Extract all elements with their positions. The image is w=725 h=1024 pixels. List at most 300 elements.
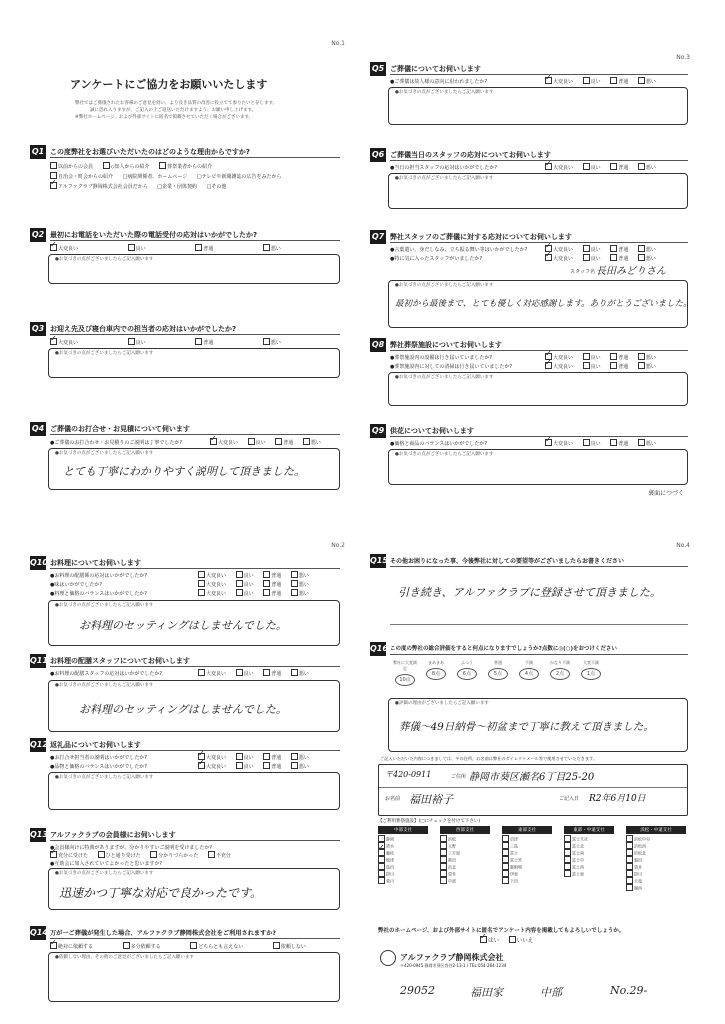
option[interactable]: 良い — [128, 340, 146, 346]
intro-line-2: 誠に恐れ入りますが、ご記入の上ご返送いただけますよう、お願い申し上げます。 — [90, 108, 257, 113]
scale-cell[interactable]: ふつう 6点 — [454, 660, 480, 686]
area-item[interactable]: 御殿場 — [502, 864, 552, 871]
membership-options — [50, 852, 239, 859]
area-head: 中部支社 — [378, 826, 428, 834]
question-q14 — [30, 926, 340, 1006]
question-q16 — [370, 642, 688, 752]
rating-options — [545, 78, 664, 85]
area-item[interactable]: 浜松 — [440, 836, 490, 843]
option-checked[interactable]: ✓アルファクラブ静岡株式会社会員だから — [50, 184, 148, 190]
staff-name: 長田みどりさん — [596, 266, 666, 277]
area-item[interactable]: 富士北 — [564, 843, 614, 850]
rating-options-2 — [198, 581, 317, 588]
comment-box-label: ●お気づきの点がございましたらご記入願います — [395, 90, 494, 95]
question-title: 弊社スタッフのご葬儀に対する応対についてお伺いします — [390, 233, 572, 241]
option[interactable]: 普通 — [263, 755, 281, 761]
rating-options-3 — [198, 590, 317, 597]
area-item[interactable]: 入野 — [440, 843, 490, 850]
area-item[interactable]: 島田 — [378, 864, 428, 871]
area-column — [378, 826, 428, 885]
stamp-code: 29052 — [400, 984, 435, 997]
privacy-note: ご記入いただいた内容につきましては、〒の住所、お名前は弊社のダイレクトメール等で使用させていただきます。 — [380, 756, 598, 761]
area-item[interactable]: 富士東 — [564, 871, 614, 878]
question-number: Q8 — [370, 338, 386, 352]
rating-options — [198, 670, 317, 677]
area-item[interactable]: 天竜 — [626, 878, 686, 885]
comment-box-label: ●依頼しない理由、その他のご意見がございましたらご記入願います — [55, 955, 194, 960]
area-item[interactable]: 袋井 — [626, 864, 686, 871]
question-q15 — [370, 554, 688, 634]
area-item[interactable]: 浜北 — [440, 864, 490, 871]
question-q12 — [30, 738, 340, 818]
comment-box[interactable] — [48, 600, 340, 646]
rating-options — [545, 440, 664, 447]
option[interactable]: 良い — [583, 364, 601, 370]
scale-cell[interactable]: まあまあ 8点 — [423, 660, 449, 686]
question-q11 — [30, 654, 340, 734]
date-value: R2年6月10日 — [589, 794, 646, 804]
option[interactable]: 普通 — [263, 582, 281, 588]
option-checked[interactable]: ✓ 大変良い — [210, 440, 238, 446]
option-checked[interactable]: ✓大変良い — [545, 256, 573, 262]
question-sub: ●ご葬儀のお打合わせ・お見積りのご説明は丁寧でしたか? — [50, 440, 183, 446]
option[interactable]: 悪い — [291, 573, 309, 579]
option-checked[interactable]: ✓ 大変良い — [545, 165, 573, 171]
continue-note: 裏面につづく — [648, 490, 684, 497]
area-item[interactable]: 湖西 — [626, 885, 686, 892]
divider — [50, 938, 340, 939]
question-title: 最初にお電話をいただいた際の電話受付の応対はいかがでしたか? — [50, 231, 258, 239]
option-checked[interactable]: ✓ 大変良い — [545, 79, 573, 85]
option[interactable]: 良い — [236, 582, 254, 588]
comment-box-label: ●お気づきの点がございましたらご記入願います — [55, 775, 154, 780]
option[interactable]: 分かりづらかった — [150, 853, 198, 859]
option[interactable]: 多分依頼する — [123, 944, 161, 950]
area-item[interactable]: 都田 — [440, 857, 490, 864]
comment-box-label: ●お気づきの点がございましたらご記入願います — [55, 257, 154, 262]
scale-cell[interactable]: 不満 4点 — [516, 660, 542, 686]
option[interactable]: 普通 — [610, 364, 628, 370]
option[interactable]: 普通 — [610, 247, 628, 253]
comment-box[interactable] — [48, 772, 340, 810]
area-item[interactable]: 富士西 — [564, 864, 614, 871]
date-label: ご記入日 — [559, 796, 580, 802]
area-item[interactable]: 菊川 — [378, 878, 428, 885]
scale-value: 2点 — [550, 668, 570, 680]
company-logo-icon — [380, 950, 396, 966]
question-number: Q13 — [30, 828, 46, 842]
area-item[interactable]: 中部 — [440, 878, 490, 885]
area-head: 浜松・中遠支社 — [626, 826, 686, 834]
comment-box[interactable] — [48, 868, 340, 910]
question-q13 — [30, 828, 340, 918]
option[interactable]: 普通 — [275, 440, 293, 446]
comment-box-label: ●お気づきの点がございましたらご記入願います — [395, 375, 494, 380]
option[interactable]: 良い — [236, 671, 254, 677]
handwritten-answer: 引き続き、アルファクラブに登録させて頂きました。 — [398, 586, 661, 599]
question-q2 — [30, 228, 340, 308]
option[interactable]: 悪い — [291, 764, 309, 770]
option-checked[interactable]: ✓大変良い — [198, 764, 226, 770]
area-item[interactable]: 富士南 — [564, 850, 614, 857]
handwritten-answer: お料理のセッティングはしませんでした。 — [79, 619, 287, 632]
question-q9 — [370, 424, 688, 504]
page-number: No.1 — [331, 40, 345, 47]
question-title: この度弊社をお選びいただいたのはどのような理由からですか? — [50, 148, 250, 156]
area-item[interactable]: 下田 — [502, 878, 552, 885]
option[interactable]: 良い — [583, 256, 601, 262]
option[interactable]: 悪い — [291, 591, 309, 597]
area-head: 東部・中遠支社 — [564, 826, 614, 834]
area-item[interactable]: 沼津 — [502, 836, 552, 843]
rating-options — [50, 339, 289, 346]
comment-box[interactable] — [388, 280, 692, 328]
divider — [390, 160, 688, 161]
option[interactable]: 大変良い — [198, 591, 226, 597]
writing-line — [390, 624, 688, 625]
divider — [50, 434, 340, 435]
option[interactable]: ひと通り受けた — [98, 853, 141, 859]
option[interactable]: 悪い — [638, 256, 656, 262]
scale-value: 1点 — [581, 668, 601, 680]
rating-options — [50, 245, 289, 252]
option[interactable]: 不充分 — [208, 853, 231, 859]
option[interactable]: 普通 — [610, 165, 628, 171]
handwritten-answer: 迅速かつ丁寧な対応で良かったです。 — [59, 886, 263, 900]
intro-line-3: ※弊社ホームページ、および外部サイトに匿名で掲載させていただく場合がございます。 — [75, 115, 254, 120]
option-checked[interactable]: ✓大変良い — [198, 755, 226, 761]
option[interactable]: 良い — [583, 355, 601, 361]
comment-box[interactable] — [388, 698, 688, 752]
option[interactable]: 自治会・町会からの紹介 — [50, 174, 113, 180]
question-number: Q14 — [30, 926, 46, 940]
rating-options — [545, 164, 664, 171]
area-item[interactable]: 掛川 — [378, 871, 428, 878]
postal-code: 〒420-0911 — [385, 770, 432, 779]
area-item[interactable]: 浜松中央 — [626, 836, 686, 843]
comment-box[interactable] — [388, 449, 688, 485]
reason-options-row2 — [50, 173, 289, 180]
comment-box-label: ●お気づきの点がございましたらご記入願います — [395, 283, 494, 288]
handwritten-answer: 葬儀〜49日納骨〜初盆まで丁寧に教えて頂きました。 — [399, 721, 654, 733]
option[interactable]: 良い — [583, 247, 601, 253]
question-sub: ●特に気に入ったスタッフがいましたか? — [390, 256, 483, 262]
question-number: Q4 — [30, 422, 46, 436]
rating-options — [545, 354, 664, 361]
question-number: Q3 — [30, 322, 46, 336]
area-item[interactable]: 磐田 — [626, 857, 686, 864]
area-head: 西部支社 — [440, 826, 490, 834]
area-item[interactable]: 清水 — [378, 843, 428, 850]
usage-options — [50, 943, 314, 950]
area-item-checked[interactable]: ✓藤枝 — [378, 850, 428, 857]
option[interactable]: 良い — [248, 440, 266, 446]
company-name: アルファクラブ静岡株式会社 — [400, 953, 504, 962]
option[interactable]: 悪い — [638, 441, 656, 447]
publish-yes-option[interactable]: ✓はい — [480, 938, 499, 944]
comment-box[interactable] — [48, 348, 340, 378]
comment-box-label: ●お気づきの点がございましたらご記入願います — [55, 871, 154, 876]
area-head: 東部支社 — [502, 826, 552, 834]
divider — [50, 334, 340, 335]
question-title: ご葬儀についてお伺いします — [390, 65, 481, 73]
scale-cell[interactable]: かなり不満 2点 — [547, 660, 573, 686]
rating-options-2 — [198, 763, 317, 770]
option[interactable]: 悪い — [263, 340, 281, 346]
question-sub: ●葬祭施設内の設備は行き届いていましたか? — [390, 355, 493, 361]
area-item[interactable]: 浜松北 — [626, 850, 686, 857]
comment-box[interactable] — [48, 680, 340, 732]
option[interactable]: ◇知人からの紹介 — [103, 164, 150, 170]
question-title: 返礼品についてお伺いします — [50, 741, 141, 749]
area-column — [502, 826, 552, 885]
option[interactable]: 以前からの会員 — [50, 164, 93, 170]
option-checked[interactable]: ✓充分に受けた — [50, 853, 88, 859]
area-item[interactable]: 静岡 — [378, 836, 428, 843]
area-item[interactable]: 焼津 — [378, 857, 428, 864]
option[interactable]: 悪い — [638, 247, 656, 253]
option-checked[interactable]: ✓大変良い — [50, 246, 78, 252]
question-number: Q5 — [370, 62, 386, 76]
question-number: Q7 — [370, 230, 386, 244]
question-sub: ●価格と商品のバランスはいかがでしたか? — [390, 441, 487, 447]
divider — [50, 157, 340, 158]
reason-options-row3 — [50, 183, 234, 190]
area-item[interactable]: 富士 — [502, 850, 552, 857]
question-title: ご葬儀当日のスタッフの応対についてお伺いします — [390, 151, 551, 159]
question-q7 — [370, 230, 692, 340]
name-label: お名前 — [385, 796, 401, 802]
option-checked[interactable]: ✓大変良い — [50, 340, 78, 346]
question-title: その他お困りになった事、今後弊社に対しての要望等がございましたらお書きください — [390, 558, 625, 565]
option[interactable]: 良い — [236, 755, 254, 761]
page-number: No.3 — [676, 54, 690, 61]
option[interactable]: 普通 — [263, 671, 281, 677]
address-label: ご住所 — [451, 774, 467, 780]
option-checked[interactable]: ✓大変良い — [545, 247, 573, 253]
question-title: 弊社葬祭施設についてお伺いします — [390, 341, 502, 349]
rating-options-2 — [545, 255, 664, 262]
question-q10 — [30, 556, 340, 656]
option[interactable]: 大変良い — [198, 582, 226, 588]
option[interactable]: 良い — [583, 441, 601, 447]
rating-options — [198, 572, 317, 579]
area-item[interactable]: 富士中 — [564, 857, 614, 864]
name-value: 福田裕子 — [409, 793, 453, 806]
question-title: 万が一ご葬儀が発生した場合、アルファクラブ静岡株式会社をご利用されますか? — [50, 930, 276, 937]
rating-scale — [392, 660, 604, 686]
question-sub: ●葬祭施設内に対しての清掃は行き届いていましたか? — [390, 364, 513, 370]
option[interactable]: 普通 — [610, 79, 628, 85]
divider — [390, 242, 688, 243]
option[interactable]: 普通 — [610, 256, 628, 262]
option[interactable]: 普通 — [263, 591, 281, 597]
page-number: No.2 — [331, 542, 345, 549]
area-item[interactable]: 伊東 — [502, 871, 552, 878]
area-item[interactable]: 三島 — [502, 843, 552, 850]
option[interactable]: 良い — [236, 591, 254, 597]
comment-box[interactable] — [388, 173, 688, 209]
scale-value: 8点 — [426, 668, 446, 680]
area-item[interactable]: 袋井 — [440, 871, 490, 878]
option[interactable]: 悪い — [263, 246, 281, 252]
option[interactable]: 普通 — [195, 246, 213, 252]
area-item[interactable]: 富士支社 — [564, 836, 614, 843]
facilities-label: 【ご利用葬祭施設】(□にチェックを付けて下さい) — [378, 819, 481, 824]
question-sub: ●言葉遣い、身だしなみ、立ち振る舞い等はいかがでしたか? — [390, 247, 528, 253]
area-item[interactable]: 浜松西 — [626, 843, 686, 850]
question-title: この度の弊社の総合評価をすると何点になりますでしょうか?点数に◎(○)をおつけください — [390, 646, 617, 652]
option[interactable]: 良い — [128, 246, 146, 252]
scale-cell[interactable]: 普通 5点 — [485, 660, 511, 686]
option[interactable]: 大変良い — [198, 671, 226, 677]
option[interactable]: 悪い — [291, 582, 309, 588]
company-address: 〒420-0945 静岡市葵区沓谷2-13-1 / TEL 054-264-1234 — [400, 963, 507, 968]
scale-value-selected: 10点 — [395, 674, 415, 686]
option[interactable]: 悪い — [291, 755, 309, 761]
option[interactable]: 良い — [236, 764, 254, 770]
option[interactable]: どちらとも言えない — [190, 944, 243, 950]
option[interactable]: 普通 — [610, 355, 628, 361]
rating-options — [210, 439, 329, 446]
option[interactable]: □その他 — [206, 184, 227, 190]
option[interactable]: □病院関係者、ホームページ — [122, 174, 188, 180]
comment-box[interactable] — [388, 87, 688, 125]
option[interactable]: 悪い — [638, 355, 656, 361]
comment-box-label: ●お気づきの点がございましたらご記入願います — [55, 451, 154, 456]
option[interactable]: □テレビや新聞雑誌の広告をみたから — [196, 174, 282, 180]
question-sub: ●お料理の配膳係の応対はいかがでしたか? — [50, 573, 148, 579]
stamp-branch: 福田家 — [470, 986, 503, 999]
comment-box[interactable] — [388, 372, 688, 406]
divider — [50, 750, 340, 751]
publish-no-option[interactable]: いいえ — [509, 938, 534, 944]
divider — [390, 436, 688, 437]
area-item[interactable]: 掛川 — [626, 871, 686, 878]
scale-value: 6点 — [457, 668, 477, 680]
divider — [390, 566, 688, 567]
option[interactable]: 良い — [583, 79, 601, 85]
divider — [50, 666, 340, 667]
handwritten-answer: お料理のセッティングはしませんでした。 — [79, 703, 287, 716]
divider — [50, 840, 340, 841]
option[interactable]: 大変良い — [198, 573, 226, 579]
divider — [390, 350, 688, 351]
question-sub: ●ご葬儀は故人様の意向に沿われましたか? — [390, 79, 488, 85]
option-checked[interactable]: ✓大変良い — [545, 364, 573, 370]
question-number: Q12 — [30, 738, 46, 752]
sheet-page-4 — [370, 542, 690, 1022]
scale-cell[interactable]: 大変不満 1点 — [578, 660, 604, 686]
option[interactable]: 悪い — [291, 671, 309, 677]
question-q1 — [30, 145, 340, 205]
stamp-number: No.29- — [610, 984, 648, 997]
page-number: No.4 — [676, 542, 690, 549]
option-checked[interactable]: ✓大変良い — [545, 355, 573, 361]
rating-options — [198, 754, 317, 761]
comment-box[interactable] — [48, 952, 340, 1002]
staff-name-label: スタッフ名 — [570, 269, 596, 275]
comment-box-label: ●お気づきの点がございましたらご記入願います — [395, 176, 494, 181]
option[interactable]: 依頼しない — [273, 944, 306, 950]
comment-box[interactable] — [48, 254, 340, 284]
comment-box-label: ●お気づきの点がございましたらご記入願います — [55, 683, 154, 688]
question-title: お迎え先及び寝台車内での担当者の応対はいかがでしたか? — [50, 325, 237, 333]
option[interactable]: 普通 — [610, 441, 628, 447]
question-sub: ●当日の担当スタッフの応対はいかがでしたか? — [390, 165, 498, 171]
divider — [50, 240, 340, 241]
option[interactable]: 良い — [236, 573, 254, 579]
area-column — [440, 826, 490, 885]
option[interactable]: 普通 — [263, 764, 281, 770]
area-item[interactable]: 富士宮 — [502, 857, 552, 864]
scale-value: 5点 — [488, 668, 508, 680]
scale-cell[interactable]: 弊社に大変満足 10点 — [392, 660, 418, 686]
contact-info-box — [378, 764, 688, 816]
option[interactable]: 普通 — [195, 340, 213, 346]
option[interactable]: 葬祭業者からの紹介 — [159, 164, 212, 170]
question-number: Q6 — [370, 148, 386, 162]
option[interactable]: 悪い — [638, 364, 656, 370]
question-title: 供花についてお伺いします — [390, 427, 474, 435]
question-number: Q10 — [30, 556, 46, 570]
option[interactable]: 良い — [583, 165, 601, 171]
question-title: ご葬儀のお打合せ・お見積について伺います — [50, 425, 190, 433]
question-number: Q9 — [370, 424, 386, 438]
question-q5 — [370, 62, 688, 137]
option[interactable]: 悪い — [303, 440, 321, 446]
question-sub: ●互助会に加入されていてよかったと思いますか? — [50, 861, 163, 867]
question-sub: ●品物と価格のバランスはいかがでしたか? — [50, 764, 147, 770]
area-item[interactable]: 三方原 — [440, 850, 490, 857]
option[interactable]: 悪い — [638, 165, 656, 171]
question-sub: ●お打合せ担当者の説明はいかがでしたか? — [50, 755, 148, 761]
page-title: アンケートにご協力をお願いいたします — [70, 78, 268, 91]
divider — [390, 74, 688, 75]
comment-box-label: ●お気づきの点がございましたらご記入願います — [55, 603, 154, 608]
area-column — [626, 826, 686, 892]
stamp-region: 中部 — [540, 986, 562, 999]
option-checked[interactable]: ✓絶対に依頼する — [50, 944, 93, 950]
address-value: 静岡市葵区瀬名6丁目25-20 — [469, 772, 595, 783]
handwritten-answer: とても丁寧にわかりやすく説明して頂きました。 — [63, 465, 305, 478]
question-sub: ●料理と価格のバランスはいかがでしたか? — [50, 591, 147, 597]
scale-value: 4点 — [519, 668, 539, 680]
option[interactable]: 悪い — [638, 79, 656, 85]
option-checked[interactable]: ✓ 大変良い — [545, 441, 573, 447]
rating-options-2 — [545, 363, 664, 370]
question-title: アルファクラブの会員様にお伺いします — [50, 831, 176, 839]
comment-box-label: ●お気づきの点がございましたらご記入願います — [55, 351, 154, 356]
comment-box-label: ●お気づきの点がございましたらご記入願います — [395, 452, 494, 457]
divider — [50, 568, 340, 569]
publish-question: 弊社のホームページ、および外部サイトに匿名でアンケート内容を掲載してもよろしいでしょうか。 — [378, 928, 625, 934]
sheet-page-2 — [30, 542, 345, 1012]
divider — [390, 654, 688, 655]
reason-options-row1 — [50, 163, 220, 170]
question-q6 — [370, 148, 688, 223]
facilities-table — [378, 826, 686, 906]
comment-box[interactable] — [48, 448, 340, 490]
intro-line-1: 弊社ではご葬儀されたお客様のご意見を伺い、より良き品質の改善に役立てて参りたいと存じます。 — [75, 101, 278, 106]
option[interactable]: 普通 — [263, 573, 281, 579]
option[interactable]: □企業・団体契約 — [157, 184, 198, 190]
question-title: お料理についてお伺いします — [50, 559, 141, 567]
question-number: Q11 — [30, 654, 46, 668]
question-q4 — [30, 422, 340, 502]
question-q3 — [30, 322, 340, 402]
question-number: Q1 — [30, 145, 46, 159]
